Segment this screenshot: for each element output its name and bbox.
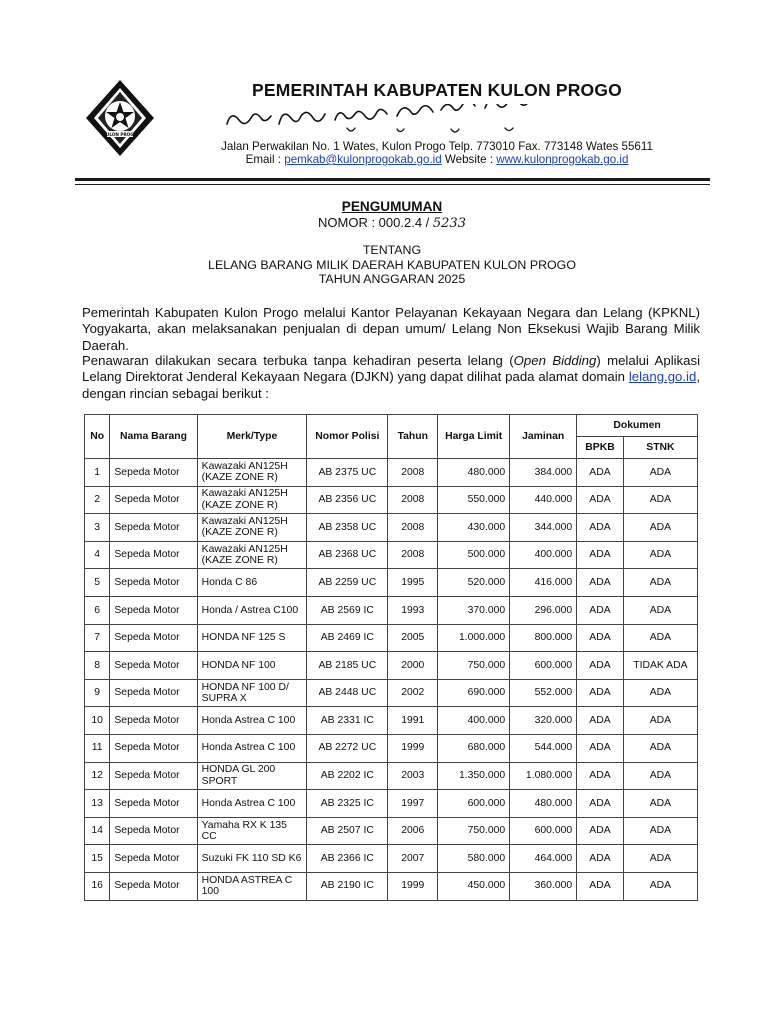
number-prefix: NOMOR : 000.2.4 / (318, 215, 433, 230)
subject-line-2: LELANG BARANG MILIK DAERAH KABUPATEN KULON PROGO (208, 257, 576, 272)
table-row (85, 514, 698, 542)
emblem-text: KULON PROGO (102, 132, 138, 137)
cell-merk: Kawazaki AN125H (KAZE ZONE R) (197, 459, 307, 487)
open-bidding-term: Open Bidding (513, 353, 597, 368)
cell-jaminan: 360.000 (510, 872, 577, 900)
cell-stnk: ADA (623, 734, 697, 762)
cell-jaminan: 600.000 (510, 817, 577, 845)
cell-bpkb: ADA (577, 872, 624, 900)
cell-jaminan: 800.000 (510, 624, 577, 652)
header-harga: Harga Limit (438, 415, 510, 459)
website-link[interactable]: www.kulonprogokab.go.id (496, 153, 629, 166)
cell-no: 2 (85, 486, 110, 514)
cell-harga: 680.000 (438, 734, 510, 762)
cell-no: 7 (85, 624, 110, 652)
letterhead-address: Jalan Perwakilan No. 1 Wates, Kulon Progo Telp. 773010 Fax. 773148 Wates 55611 (221, 140, 653, 153)
cell-jaminan: 416.000 (510, 569, 577, 597)
table-row (85, 734, 698, 762)
cell-harga: 370.000 (438, 596, 510, 624)
cell-jaminan: 480.000 (510, 790, 577, 818)
cell-stnk: ADA (623, 541, 697, 569)
cell-polisi: AB 2272 UC (307, 734, 388, 762)
cell-no: 1 (85, 459, 110, 487)
cell-bpkb: ADA (577, 790, 624, 818)
cell-name: Sepeda Motor (110, 762, 197, 790)
website-label: Website : (441, 153, 497, 166)
javanese-script-heading (219, 104, 659, 136)
cell-name: Sepeda Motor (110, 734, 197, 762)
cell-stnk: ADA (623, 679, 697, 707)
cell-harga: 500.000 (438, 541, 510, 569)
announcement-title: PENGUMUMAN (341, 199, 443, 214)
header-jaminan: Jaminan (510, 415, 577, 459)
cell-name: Sepeda Motor (110, 679, 197, 707)
cell-merk: Kawazaki AN125H (KAZE ZONE R) (197, 486, 307, 514)
cell-tahun: 2002 (388, 679, 438, 707)
cell-tahun: 1991 (388, 707, 438, 735)
cell-bpkb: ADA (577, 541, 624, 569)
table-row (85, 790, 698, 818)
table-row (85, 596, 698, 624)
cell-polisi: AB 2358 UC (307, 514, 388, 542)
header-stnk: STNK (623, 437, 697, 459)
table-row (85, 817, 698, 845)
header-merk: Merk/Type (197, 415, 307, 459)
cell-tahun: 1999 (388, 734, 438, 762)
cell-tahun: 1993 (388, 596, 438, 624)
cell-name: Sepeda Motor (110, 624, 197, 652)
subject-line-1: TENTANG (362, 243, 422, 257)
cell-name: Sepeda Motor (110, 817, 197, 845)
cell-stnk: ADA (623, 845, 697, 873)
body-paragraph-2: Penawaran dilakukan secara terbuka tanpa kehadiran peserta lelang (Open Bidding) melalui Aplikasi Lelang Direktorat Jenderal Kekayaan Negara (DJKN) yang dapat dilihat pada alamat domain lelang.go.id, dengan rincian sebagai berikut : (82, 353, 701, 401)
cell-no: 14 (85, 817, 110, 845)
cell-merk: Honda Astrea C 100 (197, 790, 307, 818)
cell-polisi: AB 2185 UC (307, 652, 388, 680)
number-handwritten: 5233 (432, 216, 466, 231)
cell-no: 6 (85, 596, 110, 624)
table-row (85, 652, 698, 680)
header-name: Nama Barang (110, 415, 197, 459)
cell-harga: 690.000 (438, 679, 510, 707)
header-bpkb: BPKB (577, 437, 624, 459)
header-no: No (85, 415, 110, 459)
cell-merk: Yamaha RX K 135 CC (197, 817, 307, 845)
cell-bpkb: ADA (577, 486, 624, 514)
cell-name: Sepeda Motor (110, 845, 197, 873)
cell-harga: 550.000 (438, 486, 510, 514)
cell-merk: HONDA NF 100 D/ SUPRA X (197, 679, 307, 707)
cell-stnk: ADA (623, 762, 697, 790)
cell-bpkb: ADA (577, 845, 624, 873)
cell-polisi: AB 2356 UC (307, 486, 388, 514)
table-row (85, 679, 698, 707)
cell-name: Sepeda Motor (110, 514, 197, 542)
cell-bpkb: ADA (577, 707, 624, 735)
cell-no: 15 (85, 845, 110, 873)
cell-bpkb: ADA (577, 734, 624, 762)
cell-bpkb: ADA (577, 817, 624, 845)
table-row (85, 486, 698, 514)
cell-tahun: 2008 (388, 486, 438, 514)
cell-bpkb: ADA (577, 514, 624, 542)
cell-stnk: ADA (623, 624, 697, 652)
cell-tahun: 1995 (388, 569, 438, 597)
cell-harga: 580.000 (438, 845, 510, 873)
cell-no: 12 (85, 762, 110, 790)
cell-name: Sepeda Motor (110, 707, 197, 735)
cell-tahun: 2005 (388, 624, 438, 652)
lelang-link[interactable]: lelang.go.id (628, 369, 697, 385)
cell-merk: Honda C 86 (197, 569, 307, 597)
cell-polisi: AB 2375 UC (307, 459, 388, 487)
cell-merk: Honda Astrea C 100 (197, 734, 307, 762)
cell-stnk: ADA (623, 817, 697, 845)
cell-no: 9 (85, 679, 110, 707)
cell-no: 10 (85, 707, 110, 735)
cell-jaminan: 544.000 (510, 734, 577, 762)
email-label: Email : (245, 153, 285, 166)
cell-no: 16 (85, 872, 110, 900)
cell-harga: 450.000 (438, 872, 510, 900)
cell-name: Sepeda Motor (110, 569, 197, 597)
cell-stnk: ADA (623, 459, 697, 487)
letterhead-contact (200, 153, 674, 166)
cell-name: Sepeda Motor (110, 790, 197, 818)
cell-tahun: 2003 (388, 762, 438, 790)
cell-no: 11 (85, 734, 110, 762)
cell-polisi: AB 2325 IC (307, 790, 388, 818)
cell-bpkb: ADA (577, 762, 624, 790)
cell-no: 8 (85, 652, 110, 680)
cell-name: Sepeda Motor (110, 596, 197, 624)
header-polisi: Nomor Polisi (307, 415, 388, 459)
cell-bpkb: ADA (577, 459, 624, 487)
cell-merk: HONDA ASTREA C 100 (197, 872, 307, 900)
cell-polisi: AB 2190 IC (307, 872, 388, 900)
table-row (85, 845, 698, 873)
cell-polisi: AB 2469 IC (307, 624, 388, 652)
cell-name: Sepeda Motor (110, 652, 197, 680)
table-row (85, 624, 698, 652)
letterhead-divider-thin (75, 184, 710, 185)
cell-stnk: TIDAK ADA (623, 652, 697, 680)
cell-bpkb: ADA (577, 679, 624, 707)
cell-polisi: AB 2368 UC (307, 541, 388, 569)
cell-merk: HONDA NF 125 S (197, 624, 307, 652)
cell-harga: 430.000 (438, 514, 510, 542)
cell-bpkb: ADA (577, 596, 624, 624)
auction-items-table (84, 414, 698, 901)
letterhead-divider (75, 178, 710, 181)
cell-harga: 750.000 (438, 652, 510, 680)
table-row (85, 707, 698, 735)
cell-harga: 520.000 (438, 569, 510, 597)
cell-tahun: 1997 (388, 790, 438, 818)
letterhead-title: PEMERINTAH KABUPATEN KULON PROGO (251, 80, 622, 100)
cell-merk: HONDA NF 100 (197, 652, 307, 680)
cell-jaminan: 552.000 (510, 679, 577, 707)
cell-polisi: AB 2569 IC (307, 596, 388, 624)
cell-stnk: ADA (623, 569, 697, 597)
body-paragraph-1: Pemerintah Kabupaten Kulon Progo melalui Kantor Pelayanan Kekayaan Negara dan Lelang (KPKNL) Yogyakarta, akan melaksanakan penjualan di depan umum/ Lelang Non Eksekusi Wajib Barang Milik Daerah. (82, 305, 700, 353)
table-body (85, 459, 698, 901)
cell-no: 5 (85, 569, 110, 597)
cell-stnk: ADA (623, 790, 697, 818)
cell-jaminan: 464.000 (510, 845, 577, 873)
kulon-progo-emblem-icon (84, 78, 156, 158)
header-tahun: Tahun (388, 415, 438, 459)
cell-jaminan: 344.000 (510, 514, 577, 542)
cell-no: 4 (85, 541, 110, 569)
cell-harga: 1.000.000 (438, 624, 510, 652)
cell-jaminan: 600.000 (510, 652, 577, 680)
cell-polisi: AB 2366 IC (307, 845, 388, 873)
header-dokumen: Dokumen (577, 415, 698, 437)
cell-merk: Honda Astrea C 100 (197, 707, 307, 735)
cell-stnk: ADA (623, 872, 697, 900)
cell-tahun: 1999 (388, 872, 438, 900)
cell-tahun: 2008 (388, 459, 438, 487)
table-row (85, 872, 698, 900)
cell-tahun: 2008 (388, 514, 438, 542)
cell-stnk: ADA (623, 486, 697, 514)
cell-polisi: AB 2202 IC (307, 762, 388, 790)
cell-stnk: ADA (623, 596, 697, 624)
cell-name: Sepeda Motor (110, 872, 197, 900)
cell-jaminan: 384.000 (510, 459, 577, 487)
cell-jaminan: 440.000 (510, 486, 577, 514)
cell-harga: 1.350.000 (438, 762, 510, 790)
cell-harga: 750.000 (438, 817, 510, 845)
cell-harga: 480.000 (438, 459, 510, 487)
email-link[interactable]: pemkab@kulonprogokab.go.id (284, 153, 442, 166)
cell-harga: 600.000 (438, 790, 510, 818)
cell-tahun: 2000 (388, 652, 438, 680)
table-row (85, 459, 698, 487)
cell-merk: Kawazaki AN125H (KAZE ZONE R) (197, 541, 307, 569)
cell-merk: HONDA GL 200 SPORT (197, 762, 307, 790)
cell-bpkb: ADA (577, 569, 624, 597)
cell-jaminan: 320.000 (510, 707, 577, 735)
table-row (85, 569, 698, 597)
cell-stnk: ADA (623, 514, 697, 542)
cell-polisi: AB 2331 IC (307, 707, 388, 735)
cell-jaminan: 296.000 (510, 596, 577, 624)
announcement-subject (150, 243, 634, 287)
cell-name: Sepeda Motor (110, 459, 197, 487)
cell-tahun: 2006 (388, 817, 438, 845)
cell-tahun: 2007 (388, 845, 438, 873)
cell-polisi: AB 2507 IC (307, 817, 388, 845)
table-row (85, 762, 698, 790)
cell-bpkb: ADA (577, 624, 624, 652)
cell-merk: Honda / Astrea C100 (197, 596, 307, 624)
cell-merk: Suzuki FK 110 SD K6 (197, 845, 307, 873)
announcement-number (250, 215, 534, 231)
cell-harga: 400.000 (438, 707, 510, 735)
cell-jaminan: 400.000 (510, 541, 577, 569)
cell-no: 3 (85, 514, 110, 542)
cell-stnk: ADA (623, 707, 697, 735)
cell-tahun: 2008 (388, 541, 438, 569)
cell-no: 13 (85, 790, 110, 818)
cell-polisi: AB 2259 UC (307, 569, 388, 597)
cell-merk: Kawazaki AN125H (KAZE ZONE R) (197, 514, 307, 542)
cell-name: Sepeda Motor (110, 486, 197, 514)
cell-name: Sepeda Motor (110, 541, 197, 569)
cell-jaminan: 1.080.000 (510, 762, 577, 790)
cell-bpkb: ADA (577, 652, 624, 680)
cell-polisi: AB 2448 UC (307, 679, 388, 707)
table-row (85, 541, 698, 569)
subject-line-3: TAHUN ANGGARAN 2025 (318, 272, 466, 286)
